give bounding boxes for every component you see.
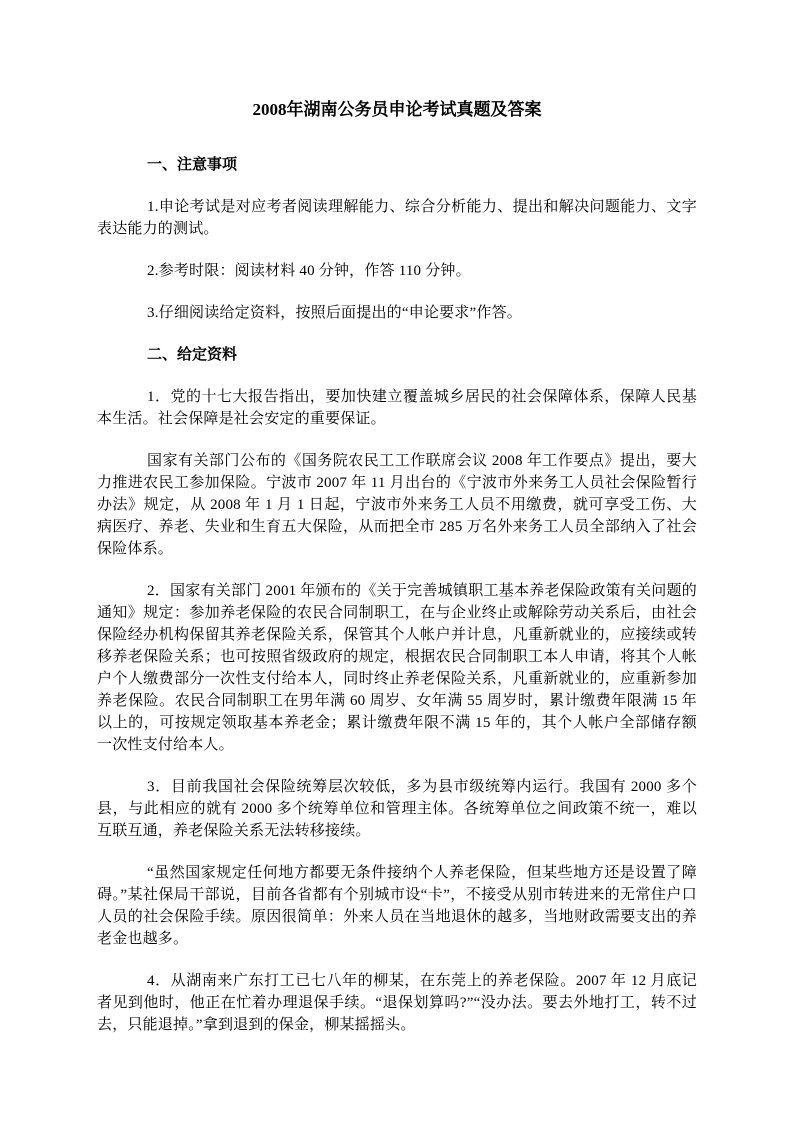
materials-paragraph-2: 国家有关部门公布的《国务院农民工工作联席会议 2008 年工作要点》提出，要大力推进农民工参加保险。宁波市 2007 年 11 月出台的《宁波市外来务工人员社会保险暂行办法》规定，从 2008 年 1 月 1 日起，宁波市外来务工人员不用缴费，就可享受工伤、大病医疗、养老、失业和生育五大保险，从而把全市 285 万名外来务工人员全部纳入了社会保险体系。 — [97, 453, 697, 557]
materials-paragraph-4: 3．目前我国社会保险统筹层次较低，多为县市级统筹内运行。我国有 2000 多个县，与此相应的就有 2000 多个统筹单位和管理主体。各统筹单位之间政策不统一，难以互联互通，养老保险关系无法转移接续。 — [97, 779, 697, 839]
notes-paragraph-3: 3.仔细阅读给定资料，按照后面提出的“申论要求”作答。 — [147, 305, 522, 321]
document-title: 2008年湖南公务员申论考试真题及答案 — [252, 100, 542, 119]
materials-paragraph-5: “虽然国家规定任何地方都要无条件接纳个人养老保险，但某些地方还是设置了障碍。”某社保局干部说，目前各省都有个别城市设“卡”，不接受从别市转进来的无常住户口人员的社会保险手续。原因很简单：外来人员在当地退休的越多，当地财政需要支出的养老金也越多。 — [97, 865, 697, 947]
notes-paragraph-1: 1.申论考试是对应考者阅读理解能力、综合分析能力、提出和解决问题能力、文字表达能力的测试。 — [97, 199, 697, 237]
notes-paragraph-2: 2.参考时限：阅读材料 40 分钟，作答 110 分钟。 — [147, 263, 471, 279]
materials-paragraph-1: 1．党的十七大报告指出，要加快建立覆盖城乡居民的社会保障体系，保障人民基本生活。社会保障是社会安定的重要保证。 — [97, 389, 697, 427]
section-heading-materials: 二、给定资料 — [147, 347, 238, 363]
materials-paragraph-6: 4．从湖南来广东打工已七八年的柳某，在东莞上的养老保险。2007 年 12 月底记者见到他时，他正在忙着办理退保手续。“退保划算吗?”“没办法。要去外地打工，转不过去，只能退掉。”拿到退到的保金，柳某摇摇头。 — [97, 973, 697, 1033]
materials-paragraph-3: 2．国家有关部门 2001 年颁布的《关于完善城镇职工基本养老保险政策有关问题的通知》规定：参加养老保险的农民合同制职工，在与企业终止或解除劳动关系后，由社会保险经办机构保留其养老保险关系，保管其个人帐户并计息，凡重新就业的，应接续或转移养老保险关系；也可按照省级政府的规定，根据农民合同制职工本人申请，将其个人帐户个人缴费部分一次性支付给本人，同时终止养老保险关系，凡重新就业的，应重新参加养老保险。农民合同制职工在男年满 60 周岁、女年满 55 周岁时，累计缴费年限满 15 年以上的，可按规定领取基本养老金；累计缴费年限不满 15 年的，其个人帐户全部储存额一次性支付给本人。 — [97, 583, 697, 753]
section-heading-notes: 一、注意事项 — [147, 157, 238, 173]
